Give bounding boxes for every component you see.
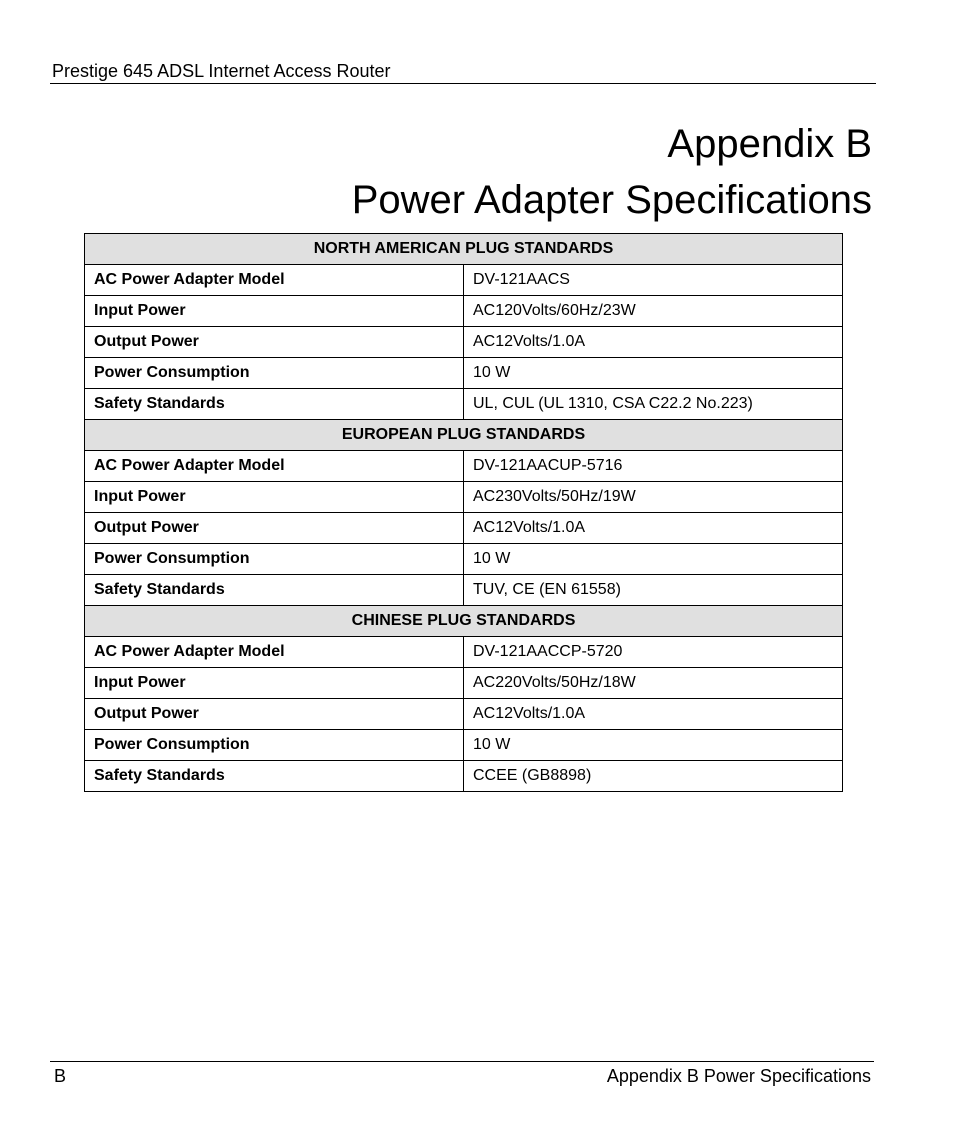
header-rule — [50, 83, 876, 84]
row-value: AC12Volts/1.0A — [464, 327, 843, 358]
section-heading-north-american: NORTH AMERICAN PLUG STANDARDS — [85, 234, 843, 265]
row-value: 10 W — [464, 358, 843, 389]
row-value: DV-121AACS — [464, 265, 843, 296]
row-label: Output Power — [85, 699, 464, 730]
row-value: AC120Volts/60Hz/23W — [464, 296, 843, 327]
appendix-title: Appendix B — [667, 122, 872, 166]
table-row — [85, 265, 843, 296]
row-value: AC12Volts/1.0A — [464, 699, 843, 730]
table-row — [85, 699, 843, 730]
footer-page-label: B — [54, 1066, 67, 1086]
row-label: AC Power Adapter Model — [85, 265, 464, 296]
row-label: Input Power — [85, 296, 464, 327]
section-heading-chinese: CHINESE PLUG STANDARDS — [85, 606, 843, 637]
row-label: AC Power Adapter Model — [85, 451, 464, 482]
row-label: Safety Standards — [85, 575, 464, 606]
table-row — [85, 637, 843, 668]
row-value: DV-121AACCP-5720 — [464, 637, 843, 668]
table-row — [85, 513, 843, 544]
section-header-row — [85, 606, 843, 637]
section-header-row — [85, 234, 843, 265]
appendix-subtitle: Power Adapter Specifications — [351, 178, 872, 222]
table-row — [85, 296, 843, 327]
table-row — [85, 544, 843, 575]
row-label: Output Power — [85, 327, 464, 358]
row-value: 10 W — [464, 730, 843, 761]
row-value: AC12Volts/1.0A — [464, 513, 843, 544]
row-label: Power Consumption — [85, 358, 464, 389]
row-label: Power Consumption — [85, 544, 464, 575]
row-label: Safety Standards — [85, 389, 464, 420]
running-header: Prestige 645 ADSL Internet Access Router — [52, 61, 391, 81]
row-value: CCEE (GB8898) — [464, 761, 843, 792]
row-label: Input Power — [85, 668, 464, 699]
table-row — [85, 482, 843, 513]
row-value: DV-121AACUP-5716 — [464, 451, 843, 482]
table-row — [85, 668, 843, 699]
row-value: TUV, CE (EN 61558) — [464, 575, 843, 606]
table-row — [85, 451, 843, 482]
row-label: Power Consumption — [85, 730, 464, 761]
table-row — [85, 327, 843, 358]
footer-rule — [50, 1061, 874, 1062]
table-row — [85, 730, 843, 761]
section-heading-european: EUROPEAN PLUG STANDARDS — [85, 420, 843, 451]
row-value: AC220Volts/50Hz/18W — [464, 668, 843, 699]
row-label: Input Power — [85, 482, 464, 513]
table-row — [85, 358, 843, 389]
row-label: Output Power — [85, 513, 464, 544]
row-value: UL, CUL (UL 1310, CSA C22.2 No.223) — [464, 389, 843, 420]
row-value: 10 W — [464, 544, 843, 575]
table-row — [85, 575, 843, 606]
footer-section-title: Appendix B Power Specifications — [606, 1066, 871, 1086]
row-label: AC Power Adapter Model — [85, 637, 464, 668]
table-row — [85, 389, 843, 420]
power-spec-table — [84, 233, 843, 792]
row-label: Safety Standards — [85, 761, 464, 792]
section-header-row — [85, 420, 843, 451]
table-row — [85, 761, 843, 792]
row-value: AC230Volts/50Hz/19W — [464, 482, 843, 513]
